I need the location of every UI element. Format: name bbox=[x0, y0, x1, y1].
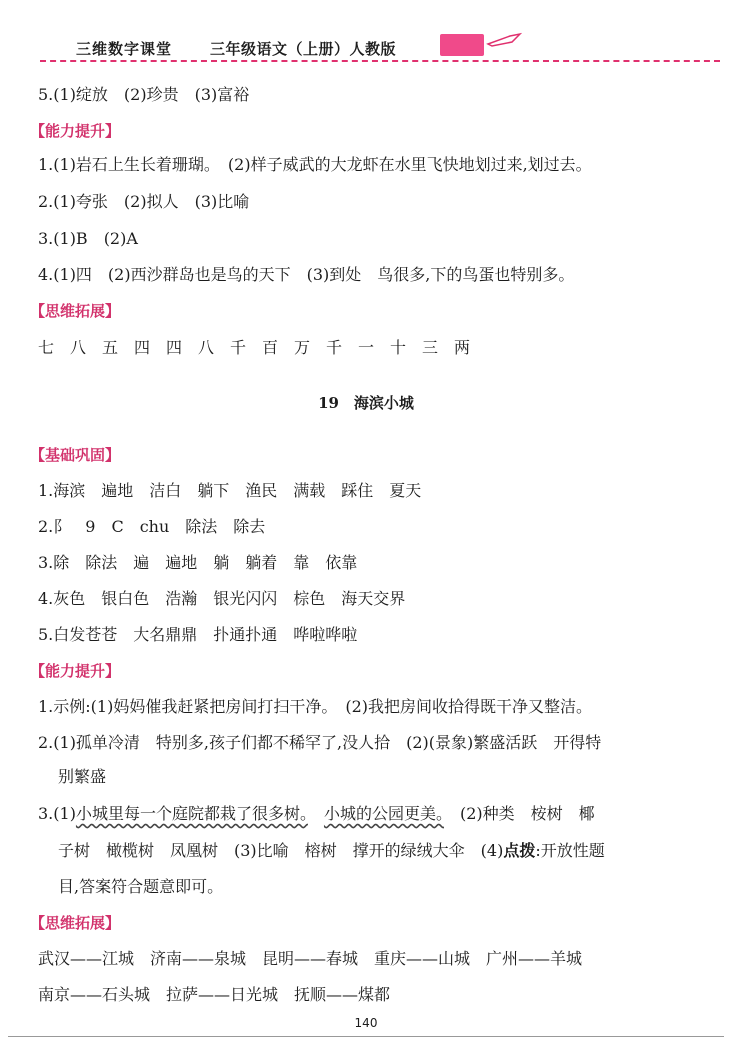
lesson-title: 19 海滨小城 bbox=[318, 394, 414, 412]
answer-line: 1.(1)岩石上生长着珊瑚。 (2)样子威武的大龙虾在水里飞快地划过来,划过去。 bbox=[38, 155, 592, 174]
answer-line: 1.海滨 遍地 洁白 躺下 渔民 满载 踩住 夏天 bbox=[38, 481, 422, 500]
answer-text: (2)种类 桉树 椰 bbox=[443, 804, 595, 823]
answer-line: 1.示例:(1)妈妈催我赶紧把房间打扫干净。 (2)我把房间收拾得既干净又整洁。 bbox=[38, 697, 592, 716]
answer-text: 3.(1) bbox=[38, 804, 76, 823]
answer-line: 5.(1)绽放 (2)珍贵 (3)富裕 bbox=[38, 85, 250, 104]
hint-label: 点拨 bbox=[503, 841, 536, 860]
answer-line: 4.(1)四 (2)西沙群岛也是鸟的天下 (3)到处 鸟很多,下的鸟蛋也特别多。 bbox=[38, 265, 575, 284]
answer-line bbox=[58, 840, 605, 862]
answer-line bbox=[38, 803, 595, 825]
answer-line: 5.白发苍苍 大名鼎鼎 扑通扑通 哗啦哗啦 bbox=[38, 625, 358, 644]
answer-line: 七 八 五 四 四 八 千 百 万 千 一 十 三 两 bbox=[38, 338, 471, 357]
underlined-answer: 小城里每一个庭院都栽了很多树。 bbox=[75, 804, 308, 823]
section-heading: 【能力提升】 bbox=[30, 662, 121, 680]
answer-line: 目,答案符合题意即可。 bbox=[58, 877, 224, 896]
answer-line: 3.除 除法 遍 遍地 躺 躺着 靠 依靠 bbox=[38, 553, 358, 572]
page-header bbox=[0, 0, 732, 68]
rocket-icon bbox=[486, 30, 522, 50]
answer-text: 子树 橄榄树 凤凰树 (3)比喻 榕树 撑开的绿绒大伞 (4) bbox=[58, 841, 504, 860]
header-book-title: 三年级语文（上册）人教版 bbox=[210, 40, 397, 58]
section-heading: 【能力提升】 bbox=[30, 122, 121, 140]
answer-line: 2.阝 9 C chu 除法 除去 bbox=[38, 517, 266, 536]
answer-line: 别繁盛 bbox=[58, 767, 107, 786]
answer-line: 2.(1)夸张 (2)拟人 (3)比喻 bbox=[38, 192, 250, 211]
answer-line: 2.(1)孤单冷清 特别多,孩子们都不稀罕了,没人拾 (2)(景象)繁盛活跃 开得特 bbox=[38, 733, 602, 752]
answer-line: 3.(1)B (2)A bbox=[38, 229, 138, 248]
footer-divider bbox=[8, 1036, 724, 1037]
header-decoration bbox=[440, 34, 484, 56]
answer-line: 4.灰色 银白色 浩瀚 银光闪闪 棕色 海天交界 bbox=[38, 589, 406, 608]
header-series: 三维数字课堂 bbox=[76, 40, 173, 58]
answer-text: :开放性题 bbox=[535, 841, 605, 860]
section-heading: 【思维拓展】 bbox=[30, 914, 121, 932]
header-divider bbox=[40, 60, 720, 62]
section-heading: 【基础巩固】 bbox=[30, 446, 121, 464]
page-number: 140 bbox=[354, 1016, 378, 1030]
underlined-answer: 小城的公园更美。 bbox=[323, 804, 444, 823]
section-heading: 【思维拓展】 bbox=[30, 302, 121, 320]
answer-line: 南京——石头城 拉萨——日光城 抚顺——煤都 bbox=[38, 985, 391, 1004]
answer-line: 武汉——江城 济南——泉城 昆明——春城 重庆——山城 广州——羊城 bbox=[38, 949, 583, 968]
